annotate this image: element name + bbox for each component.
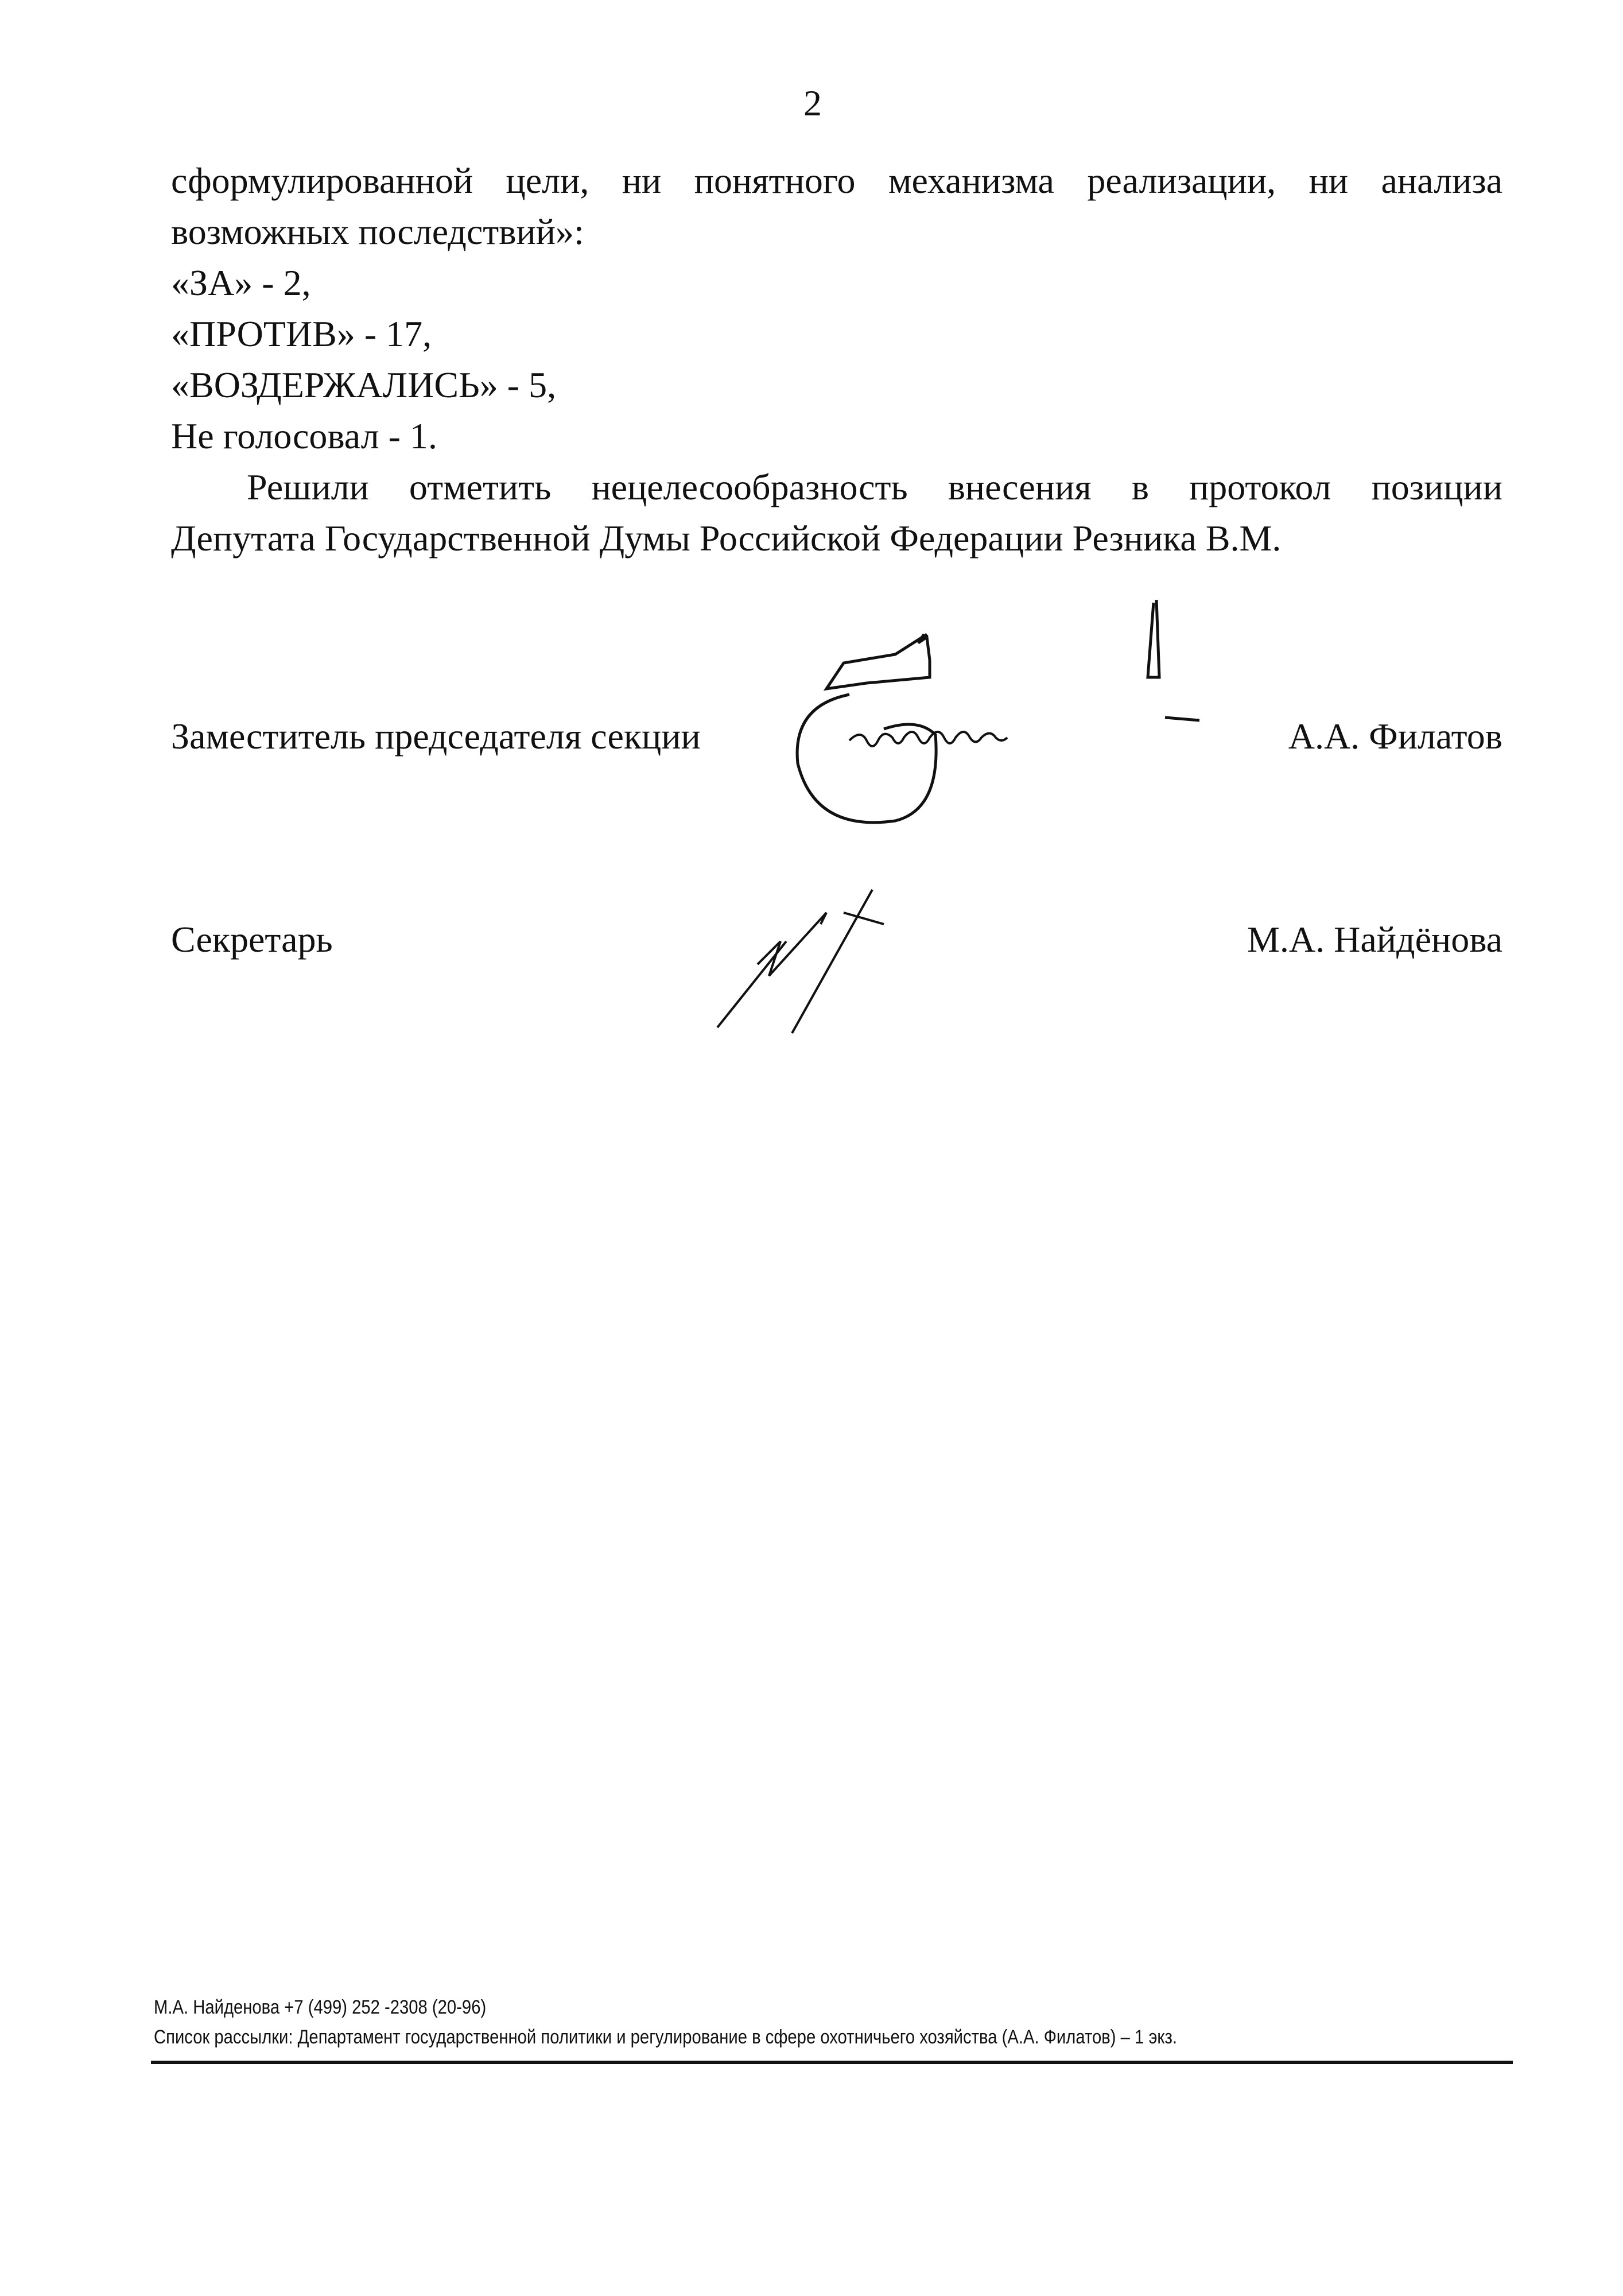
- signatory-role: Секретарь: [171, 919, 333, 960]
- signatory-name: М.А. Найдёнова: [1247, 919, 1502, 960]
- signatory-name: А.А. Филатов: [1288, 716, 1502, 757]
- vote-abstained: «ВОЗДЕРЖАЛИСЬ» - 5,: [171, 364, 557, 405]
- page-number: 2: [803, 83, 822, 123]
- signature-naidenova: [712, 878, 941, 1050]
- footer-rule: [151, 2061, 1513, 2064]
- paragraph-line: возможных последствий»:: [171, 211, 584, 252]
- footer-distribution: Список рассылки: Департамент государственной политики и регулирование в сфере охотничьего хозяйства (А.А. Филатов) – 1 экз.: [154, 2026, 1178, 2048]
- signatory-role: Заместитель председателя секции: [171, 716, 701, 757]
- signature-filatov: [781, 591, 1217, 855]
- paragraph-line: Депутата Государственной Думы Российской Федерации Резника В.М.: [171, 518, 1282, 559]
- vote-against: «ПРОТИВ» - 17,: [171, 313, 432, 354]
- paragraph-line: сформулированной цели, ни понятного механизма реализации, ни анализа: [171, 160, 1502, 201]
- vote-not-voted: Не голосовал - 1.: [171, 416, 437, 456]
- footer-contact: М.А. Найденова +7 (499) 252 -2308 (20-96): [154, 1996, 487, 2018]
- paragraph-line: Решили отметить нецелесообразность внесения в протокол позиции: [247, 467, 1502, 507]
- vote-for: «ЗА» - 2,: [171, 262, 311, 303]
